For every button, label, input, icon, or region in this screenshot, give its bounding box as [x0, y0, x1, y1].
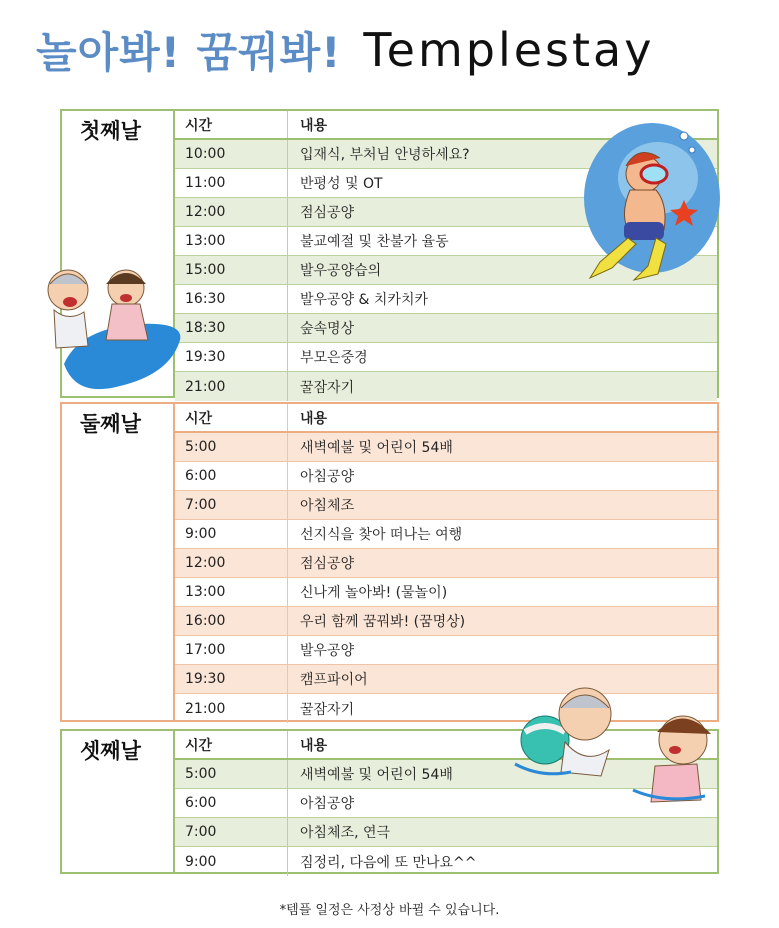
table-row — [175, 491, 717, 520]
table-row — [175, 636, 717, 665]
table-row — [175, 578, 717, 607]
time-cell: 7:00 — [175, 491, 288, 519]
activity-cell: 아침공양 — [300, 796, 355, 812]
table-row — [175, 818, 717, 847]
activity-cell: 아침공양 — [300, 469, 355, 485]
title-english: Templestay — [363, 23, 655, 77]
activity-cell: 부모은중경 — [300, 350, 368, 366]
time-cell: 5:00 — [175, 433, 288, 461]
time-cell: 12:00 — [175, 549, 288, 577]
time-cell: 21:00 — [175, 372, 288, 401]
table-row — [175, 607, 717, 636]
time-cell: 9:00 — [175, 847, 288, 876]
activity-cell: 새벽예불 및 어린이 54배 — [300, 767, 453, 783]
time-cell: 12:00 — [175, 198, 288, 226]
header-activity: 내용 — [300, 117, 328, 134]
time-cell: 10:00 — [175, 140, 288, 168]
title-korean: 놀아봐! 꿈꿔봐! — [36, 28, 342, 77]
activity-cell: 아침체조 — [300, 498, 355, 514]
time-cell: 15:00 — [175, 256, 288, 284]
table-row — [175, 847, 717, 876]
table-row — [175, 285, 717, 314]
time-cell: 16:30 — [175, 285, 288, 313]
table-row — [175, 462, 717, 491]
activity-cell: 캠프파이어 — [300, 672, 368, 688]
day-label: 첫째날 — [62, 111, 175, 396]
time-cell: 13:00 — [175, 227, 288, 255]
header-activity: 내용 — [300, 737, 328, 754]
time-cell: 13:00 — [175, 578, 288, 606]
activity-cell: 점심공양 — [300, 205, 355, 221]
time-cell: 16:00 — [175, 607, 288, 635]
table-header-row — [175, 404, 717, 433]
schedule-footnote: *템플 일정은 사정상 바뀔 수 있습니다. — [279, 903, 500, 918]
header-activity: 내용 — [300, 410, 328, 427]
kids-water-play-illustration — [40, 262, 185, 397]
activity-cell: 꿀잠자기 — [300, 379, 355, 396]
time-cell: 11:00 — [175, 169, 288, 197]
activity-cell: 새벽예불 및 어린이 54배 — [300, 440, 453, 456]
table-row — [175, 372, 717, 401]
activity-cell: 우리 함께 꿈꿔봐! (꿈명상) — [300, 614, 466, 630]
activity-cell: 꿀잠자기 — [300, 701, 355, 718]
time-cell: 18:30 — [175, 314, 288, 342]
snorkel-kid-illustration — [572, 118, 722, 283]
table-row — [175, 549, 717, 578]
activity-cell: 숲속명상 — [300, 321, 355, 337]
activity-cell: 발우공양 — [300, 643, 355, 659]
time-cell: 21:00 — [175, 694, 288, 723]
table-row — [175, 433, 717, 462]
activity-cell: 아침체조, 연극 — [300, 825, 391, 841]
day-label: 셋째날 — [62, 731, 175, 872]
day-label: 둘째날 — [62, 404, 175, 720]
page-title — [36, 14, 654, 86]
table-row — [175, 343, 717, 372]
time-cell: 5:00 — [175, 760, 288, 788]
time-cell: 19:30 — [175, 343, 288, 371]
header-time: 시간 — [175, 731, 288, 758]
header-time: 시간 — [175, 404, 288, 431]
header-time: 시간 — [175, 111, 288, 138]
time-cell: 6:00 — [175, 789, 288, 817]
activity-cell: 입재식, 부처님 안녕하세요? — [300, 147, 470, 163]
time-cell: 6:00 — [175, 462, 288, 490]
activity-cell: 점심공양 — [300, 556, 355, 572]
activity-cell: 반평성 및 OT — [300, 176, 383, 192]
time-cell: 7:00 — [175, 818, 288, 846]
table-row — [175, 314, 717, 343]
kids-ball-play-illustration — [505, 680, 720, 815]
day-2-schedule — [60, 402, 719, 722]
time-cell: 19:30 — [175, 665, 288, 693]
table-row — [175, 520, 717, 549]
activity-cell: 불교예절 및 찬불가 율동 — [300, 234, 449, 250]
activity-cell: 선지식을 찾아 떠나는 여행 — [300, 527, 463, 543]
activity-cell: 신나게 놀아봐! (물놀이) — [300, 585, 448, 601]
activity-cell: 발우공양습의 — [300, 263, 382, 279]
time-cell: 9:00 — [175, 520, 288, 548]
activity-cell: 발우공양 & 치카치카 — [300, 292, 429, 308]
time-cell: 17:00 — [175, 636, 288, 664]
activity-cell: 짐정리, 다음에 또 만나요^^ — [300, 854, 477, 871]
schedule-rows — [175, 404, 717, 723]
